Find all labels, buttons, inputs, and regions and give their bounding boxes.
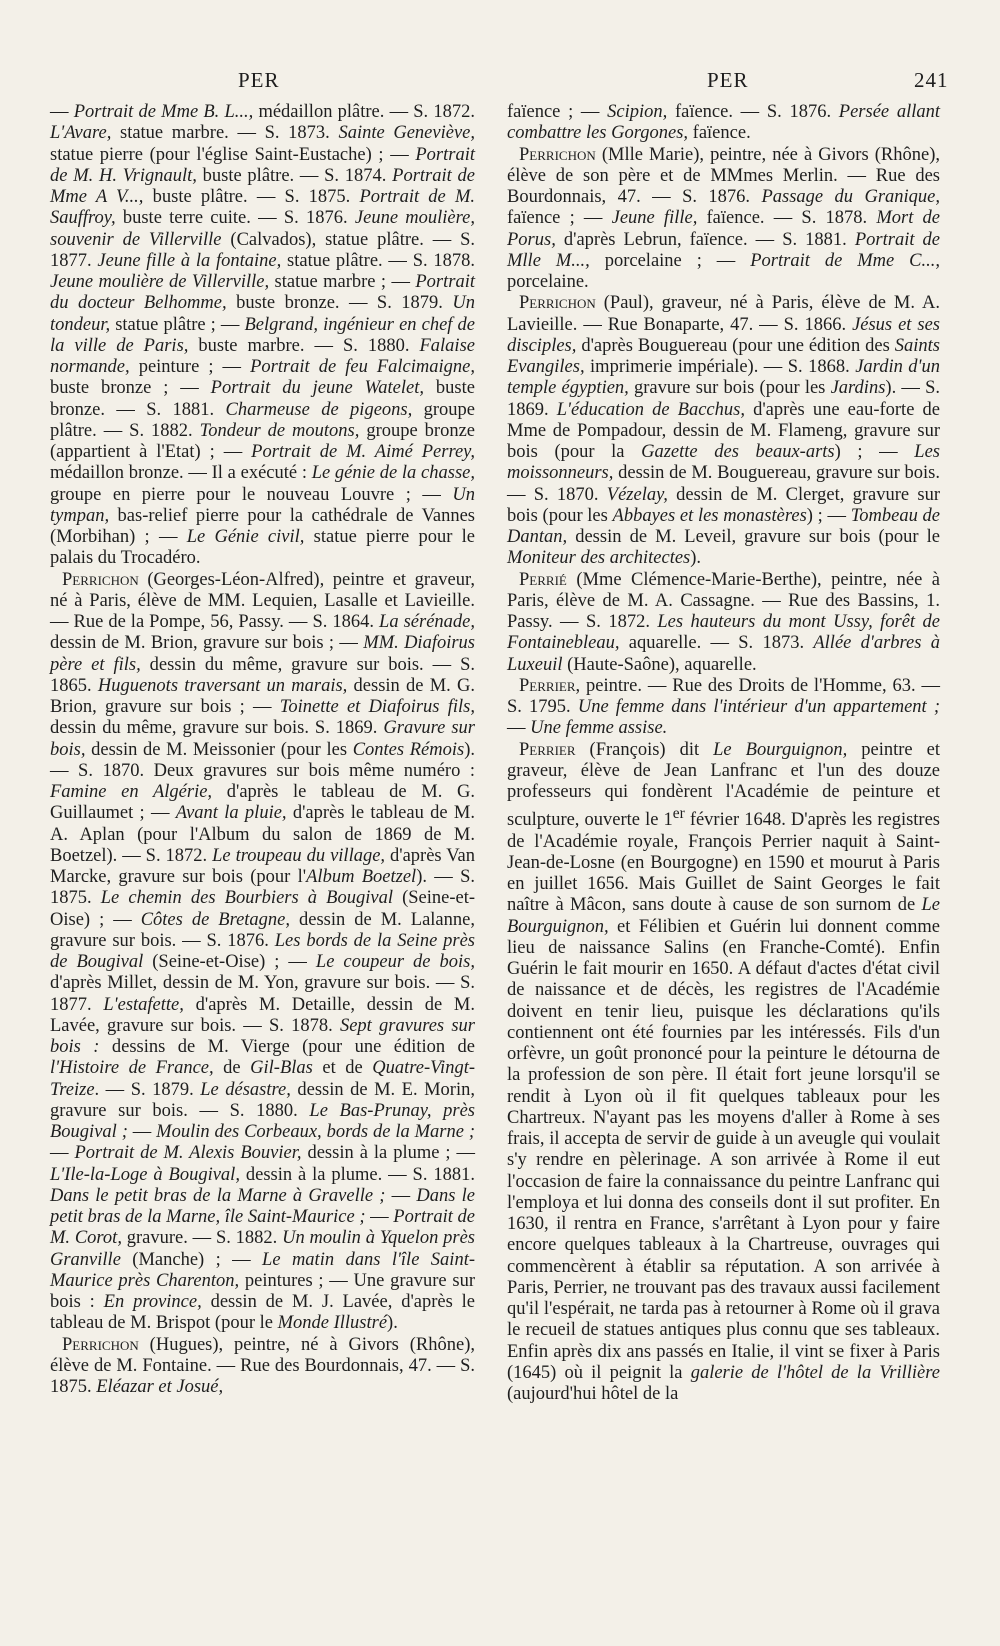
entry-paragraph: faïence ; — Scipion, faïence. — S. 1876. Persée allant combattre les Gorgones, faïence. — [507, 102, 940, 144]
entry-paragraph: Perrié (Mme Clémence-Marie-Berthe), peintre, née à Paris, élève de M. A. Cassagne. — Rue des Bassins, 1. Passy. — S. 1872. Les hauteurs du mont Ussy, forêt de Fontainebleau, aquarelle. — S. 1873. Allée d'arbres à Luxeuil (Haute-Saône), aquarelle. — [507, 569, 940, 675]
entry-paragraph: Perrier, peintre. — Rue des Droits de l'Homme, 63. — S. 1795. Une femme dans l'intérieur d'un appartement ; — Une femme assise. — [507, 675, 940, 739]
entry-paragraph: Perrichon (Mlle Marie), peintre, née à Givors (Rhône), élève de son père et de MMmes Merlin. — Rue des Bourdonnais, 47. — S. 1876. Passage du Granique, faïence ; — Jeune fille, faïence. — S. 1878. Mort de Porus, d'après Lebrun, faïence. — S. 1881. Portrait de Mlle M..., porcelaine ; — Portrait de Mme C..., porcelaine. — [507, 144, 940, 292]
page-number: 241 — [914, 68, 949, 92]
right-running-head: PER — [707, 68, 749, 92]
entry-paragraph: — Portrait de Mme B. L..., médaillon plâtre. — S. 1872. L'Avare, statue marbre. — S. 1873. Sainte Geneviève, statue pierre (pour l'église Saint-Eustache) ; — Portrait de M. H. Vrignault, buste plâtre. — S. 1874. Portrait de Mme A V..., buste plâtre. — S. 1875. Portrait de M. Sauffroy, buste terre cuite. — S. 1876. Jeune moulière, souvenir de Villerville (Calvados), statue plâtre. — S. 1877. Jeune fille à la fontaine, statue plâtre. — S. 1878. Jeune moulière de Villerville, statue marbre ; — Portrait du docteur Belhomme, buste bronze. — S. 1879. Un tondeur, statue plâtre ; — Belgrand, ingénieur en chef de la ville de Paris, buste marbre. — S. 1880. Falaise normande, peinture ; — Portrait de feu Falcimaigne, buste bronze ; — Portrait du jeune Watelet, buste bronze. — S. 1881. Charmeuse de pigeons, groupe plâtre. — S. 1882. Tondeur de moutons, groupe bronze (appartient à l'Etat) ; — Portrait de M. Aimé Perrey, médaillon bronze. — Il a exécuté : Le génie de la chasse, groupe en pierre pour le nouveau Louvre ; — Un tympan, bas-relief pierre pour la cathédrale de Vannes (Morbihan) ; — Le Génie civil, statue pierre pour le palais du Trocadéro. — [50, 102, 476, 569]
entry-paragraph: Perrier (François) dit Le Bourguignon, peintre et graveur, élève de Jean Lanfranc et l'un des douze professeurs qui fondèrent l'Académie de peinture et sculpture, ouverte le 1er février 1648. D'après les registres de l'Académie royale, François Perrier naquit à Saint-Jean-de-Losne (en Bourgogne) en 1590 et mourut à Paris en juillet 1656. Mais Guillet de Saint Georges le fait naître à Mâcon, sans doute à cause de son surnom de Le Bourguignon, et Félibien et Guérin lui donnent comme lieu de naissance Salins (en Franche-Comté). Enfin Guérin le fait mourir en 1650. A défaut d'actes d'état civil de naissance et de décès, les registres de l'Académie doivent en tenir lieu, puisque les déclarations qu'ils contiennent ont été fournies par les intéressés. Fils d'un orfèvre, un goût prononcé pour la peinture le détourna de la profession de son père. Il était fort jeune lorsqu'il se rendit à Lyon où il fit quelques tableaux pour les Chartreux. N'ayant pas les moyens d'aller à Rome à ses frais, il accepta de servir de guide à un aveugle qui voulait s'y rendre en pèlerinage. A son arrivée à Rome il eut l'occasion de faire la connaissance du peintre Lanfranc qui l'employa et lui donna des conseils dont il sut profiter. En 1630, il rentra en France, s'arrêtant à Lyon pour y faire encore quelques tableaux à la Chartreuse, ouvrages qui commencèrent à établir sa réputation. A son arrivée à Paris, Perrier, ne trouvant pas des travaux aussi facilement qu'il l'espérait, ne tarda pas à retourner à Rome où il grava le recueil de statues antiques plus connu que ses tableaux. Enfin après dix ans passés en Italie, il vint se fixer à Paris (1645) où il peignit la galerie de l'hôtel de la Vrillière (aujourd'hui hôtel de la — [507, 739, 941, 1405]
left-column — [50, 102, 475, 1398]
running-header — [0, 68, 1000, 98]
entry-paragraph: Perrichon (Georges-Léon-Alfred), peintre et graveur, né à Paris, élève de MM. Lequien, Lasalle et Lavieille. — Rue de la Pompe, 56, Passy. — S. 1864. La sérénade, dessin de M. Brion, gravure sur bois ; — MM. Diafoirus père et fils, dessin du même, gravure sur bois. — S. 1865. Huguenots traversant un marais, dessin de M. G. Brion, gravure sur bois ; — Toinette et Diafoirus fils, dessin du même, gravure sur bois. S. 1869. Gravure sur bois, dessin de M. Meissonier (pour les Contes Rémois). — S. 1870. Deux gravures sur bois même numéro : Famine en Algérie, d'après le tableau de M. G. Guillaumet ; — Avant la pluie, d'après le tableau de M. A. Aplan (pour l'Album du salon de 1869 de M. Boetzel). — S. 1872. Le troupeau du village, d'après Van Marcke, gravure sur bois (pour l'Album Boetzel). — S. 1875. Le chemin des Bourbiers à Bougival (Seine-et-Oise) ; — Côtes de Bretagne, dessin de M. Lalanne, gravure sur bois. — S. 1876. Les bords de la Seine près de Bougival (Seine-et-Oise) ; — Le coupeur de bois, d'après Millet, dessin de M. Yon, gravure sur bois. — S. 1877. L'estafette, d'après M. Detaille, dessin de M. Lavée, gravure sur bois. — S. 1878. Sept gravures sur bois : dessins de M. Vierge (pour une édition de l'Histoire de France, de Gil-Blas et de Quatre-Vingt-Treize. — S. 1879. Le désastre, dessin de M. E. Morin, gravure sur bois. — S. 1880. Le Bas-Prunay, près Bougival ; — Moulin des Corbeaux, bords de la Marne ; — Portrait de M. Alexis Bouvier, dessin à la plume ; — L'Ile-la-Loge à Bougival, dessin à la plume. — S. 1881. Dans le petit bras de la Marne à Gravelle ; — Dans le petit bras de la Marne, île Saint-Maurice ; — Portrait de M. Corot, gravure. — S. 1882. Un moulin à Yquelon près Granville (Manche) ; — Le matin dans l'île Saint-Maurice près Charenton, peintures ; — Une gravure sur bois : En province, dessin de M. J. Lavée, d'après le tableau de M. Brispot (pour le Monde Illustré). — [50, 569, 476, 1334]
entry-paragraph: Perrichon (Hugues), peintre, né à Givors (Rhône), élève de M. Fontaine. — Rue des Bourdonnais, 47. — S. 1875. Eléazar et Josué, — [50, 1334, 475, 1397]
entry-paragraph: Perrichon (Paul), graveur, né à Paris, élève de M. A. Lavieille. — Rue Bonaparte, 47. — S. 1866. Jésus et ses disciples, d'après Bouguereau (pour une édition des Saints Evangiles, imprimerie impériale). — S. 1868. Jardin d'un temple égyptien, gravure sur bois (pour les Jardins). — S. 1869. L'éducation de Bacchus, d'après une eau-forte de Mme de Pompadour, dessin de M. Flameng, gravure sur bois (pour la Gazette des beaux-arts) ; — Les moissonneurs, dessin de M. Bouguereau, gravure sur bois. — S. 1870. Vézelay, dessin de M. Clerget, gravure sur bois (pour les Abbayes et les monastères) ; — Tombeau de Dantan, dessin de M. Leveil, gravure sur bois (pour le Moniteur des architectes). — [507, 293, 941, 569]
right-column — [507, 102, 940, 1405]
left-running-head: PER — [238, 68, 280, 92]
